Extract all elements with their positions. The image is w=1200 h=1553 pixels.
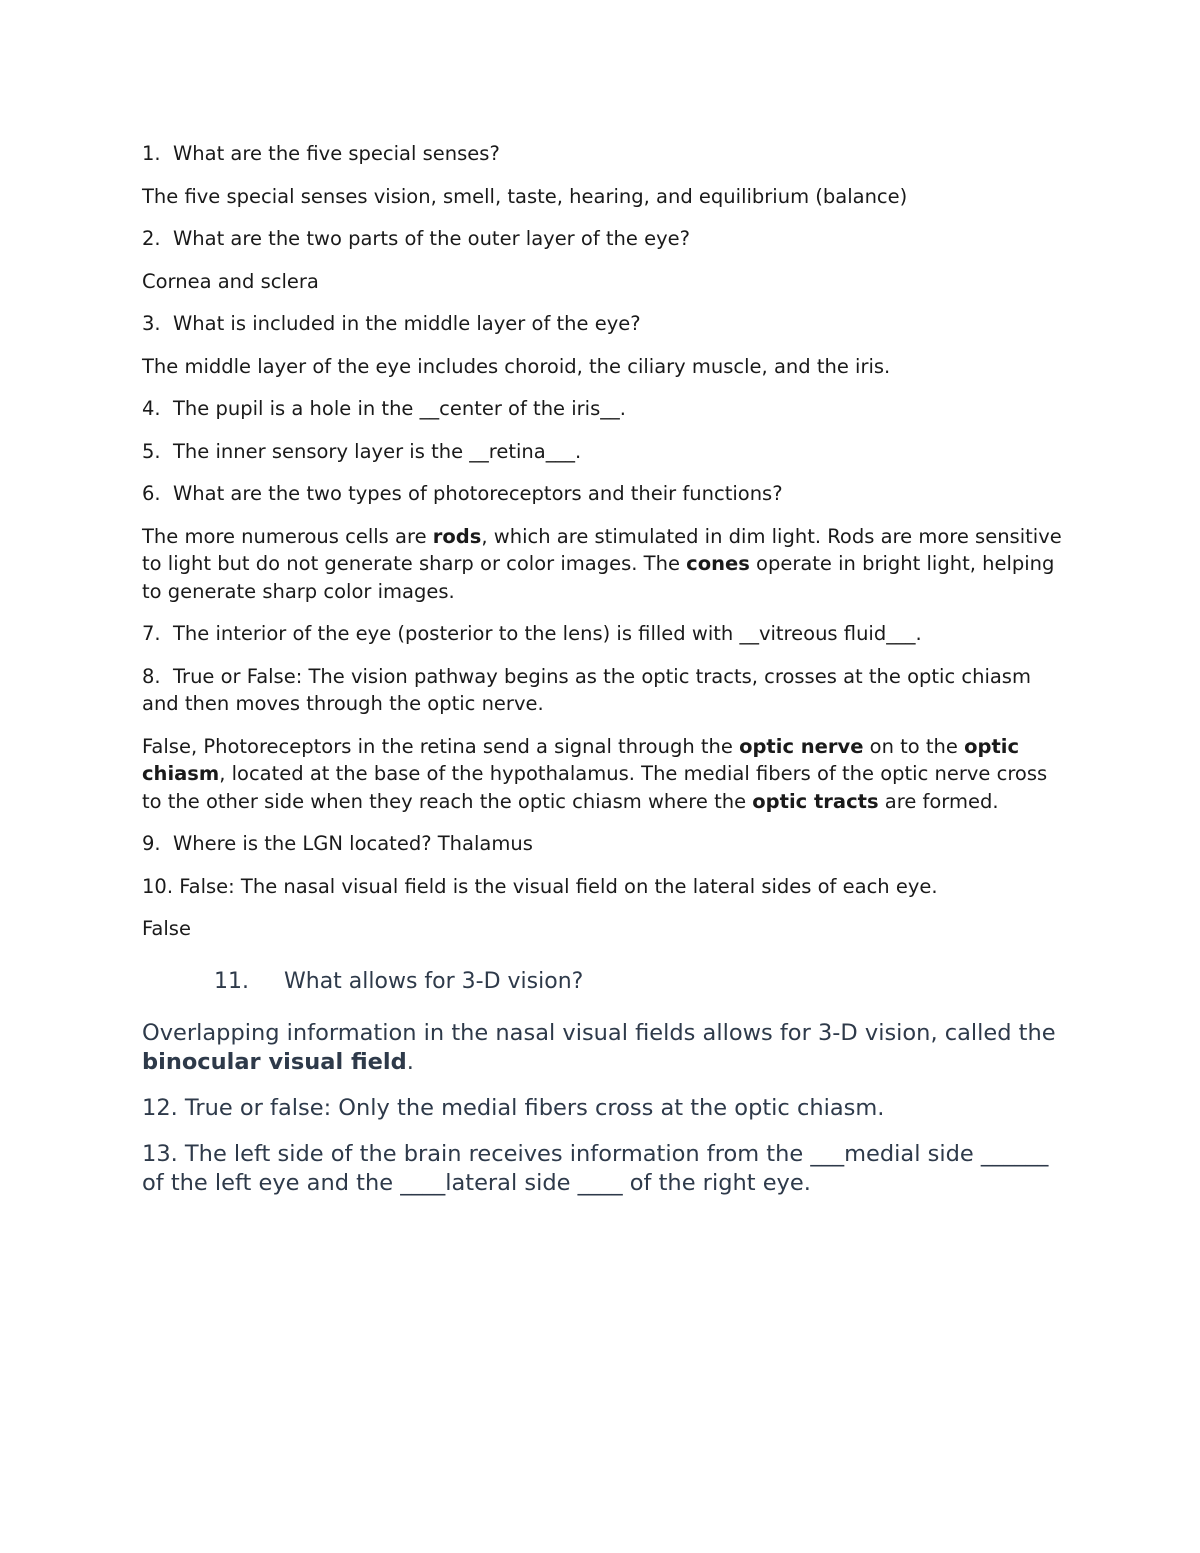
question-4: 4. The pupil is a hole in the __center of the iris__. (142, 397, 626, 420)
question-11-number: 11. (214, 968, 249, 994)
question-6: 6. What are the two types of photoreceptors and their functions? (142, 482, 783, 505)
answer-8-text-3: , located at the base of the hypothalamus. The medial fibers of the optic nerve cross to the other side when they reach the optic chiasm where the (142, 762, 1054, 813)
answer-8-bold-optic-nerve: optic nerve (739, 734, 864, 758)
answer-8-text-1: False, Photoreceptors in the retina send a signal through the (142, 734, 740, 758)
answer-8-text-2: on to the (863, 734, 965, 758)
answer-6-text-1: The more numerous cells are (142, 524, 433, 548)
answer-6-bold-cones: cones (686, 552, 750, 575)
answer-8-bold-optic-chiasm: optic chiasm (142, 734, 1026, 785)
question-10: 10. False: The nasal visual field is the visual field on the lateral sides of each eye. (142, 874, 938, 898)
question-7: 7. The interior of the eye (posterior to the lens) is filled with __vitreous fluid___. (142, 622, 922, 645)
answer-8 (142, 733, 1072, 816)
answer-6-text-3: operate in bright light, helping to generate sharp color images. (142, 552, 1061, 603)
answer-11-text-2: . (406, 1048, 414, 1075)
question-11 (142, 967, 1072, 997)
question-1: 1. What are the five special senses? (142, 142, 500, 165)
question-8: 8. True or False: The vision pathway begins as the optic tracts, crosses at the optic chiasm and then moves through the optic nerve. (142, 664, 1038, 715)
answer-1: The five special senses vision, smell, taste, hearing, and equilibrium (balance) (142, 184, 908, 208)
answer-2: Cornea and sclera (142, 269, 319, 293)
question-12: 12. True or false: Only the medial fibers cross at the optic chiasm. (142, 1094, 885, 1121)
question-9: 9. Where is the LGN located? Thalamus (142, 832, 533, 855)
answer-6 (142, 523, 1072, 606)
question-13: 13. The left side of the brain receives information from the ___medial side ______ of the left eye and the ____lateral side ____ of the right eye. (142, 1140, 1056, 1196)
answer-6-text-2: , which are stimulated in dim light. Rods are more sensitive to light but do not generate sharp or color images. The (142, 524, 1068, 575)
question-3: 3. What is included in the middle layer of the eye? (142, 312, 641, 335)
answer-11-bold-binocular: binocular visual field (142, 1048, 407, 1075)
answer-10: False (142, 917, 191, 940)
question-5: 5. The inner sensory layer is the __retina___. (142, 439, 582, 463)
question-2: 2. What are the two parts of the outer layer of the eye? (142, 227, 690, 250)
answer-8-text-4: are formed. (878, 789, 999, 813)
answer-6-bold-rods: rods (432, 524, 482, 548)
question-11-text: What allows for 3-D vision? (284, 968, 584, 994)
answer-3: The middle layer of the eye includes choroid, the ciliary muscle, and the iris. (142, 354, 891, 378)
answer-8-bold-optic-tracts: optic tracts (752, 789, 879, 813)
answer-11 (142, 1019, 1072, 1077)
answer-11-text-1: Overlapping information in the nasal visual fields allows for 3-D vision, called the (142, 1019, 1063, 1046)
worksheet-page (142, 140, 1072, 1215)
